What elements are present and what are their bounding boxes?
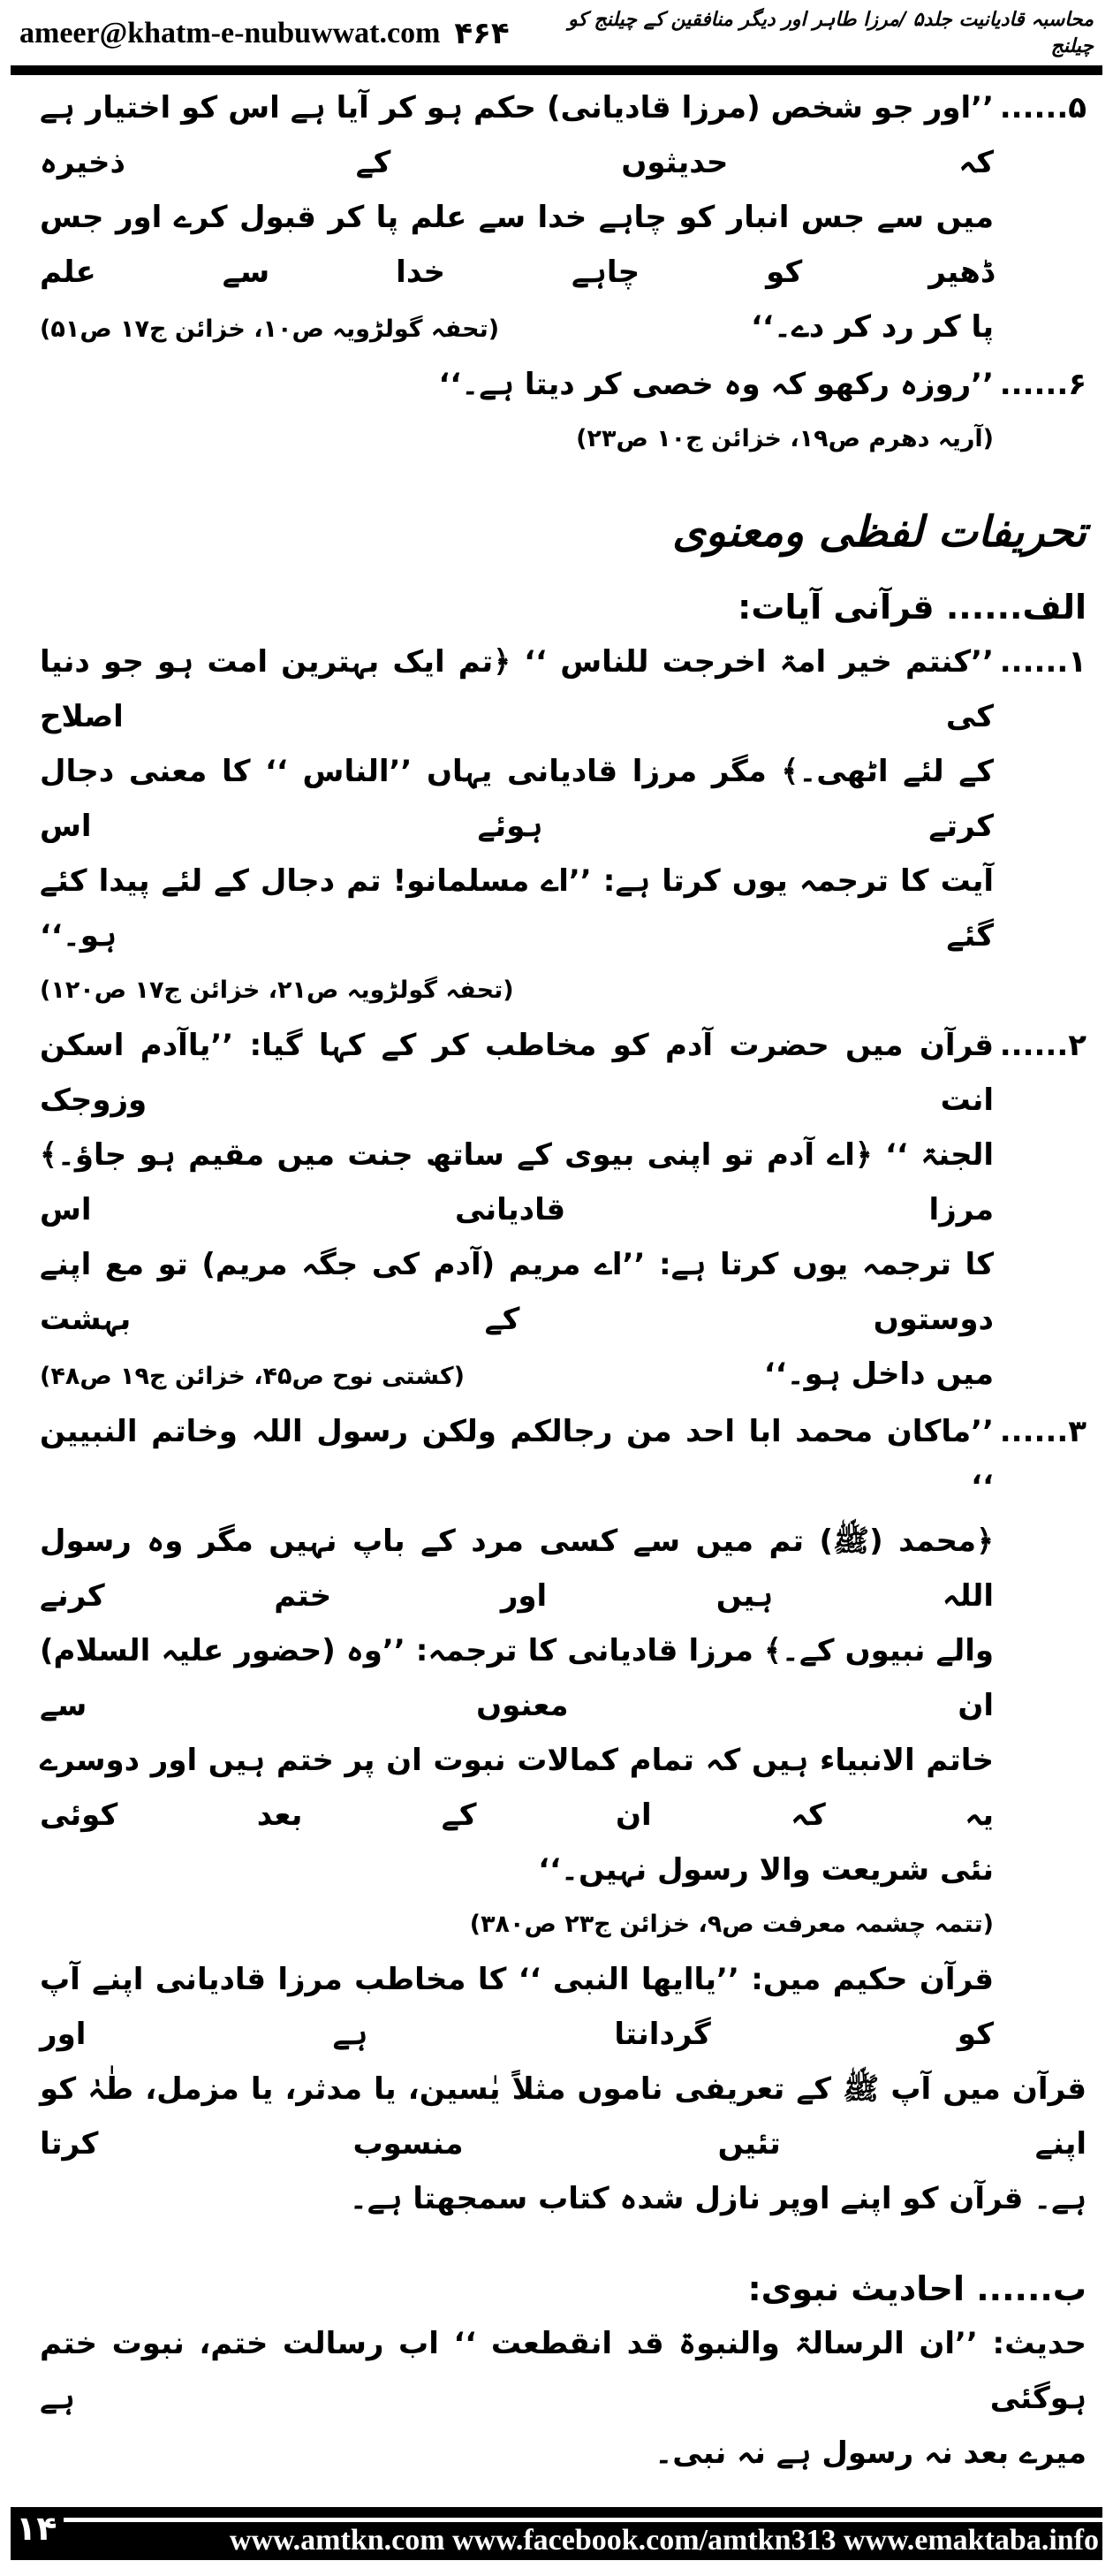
text-line: ’’ماکان محمد ابا احد من رجالکم ولکن رسول اللہ وخاتم النبیین ‘‘ bbox=[40, 1414, 994, 1504]
list-item bbox=[40, 1018, 1086, 1404]
text-line: ’’کنتم خیر امۃ اخرجت للناس ‘‘ ﴿تم ایک بہترین امت ہو جو دنیا کی اصلاح bbox=[40, 644, 994, 734]
subsection-heading: الف...... قرآنی آیات: bbox=[738, 588, 1086, 627]
header-page-number: ۴۶۴ bbox=[454, 16, 510, 51]
text-line: قرآن میں حضرت آدم کو مخاطب کر کے کہا گیا: ’’یاآدم اسکن انت وزوجک bbox=[40, 1028, 994, 1118]
list-item bbox=[40, 357, 1086, 467]
text-line: ہے۔ قرآن کو اپنے اوپر نازل شدہ کتاب سمجھتا ہے۔ bbox=[349, 2181, 1086, 2216]
text-line: کا ترجمہ یوں کرتا ہے: ’’اے مریم (آدم کی جگہ مریم) تو مع اپنے دوستوں کے بہشت bbox=[40, 1247, 994, 1337]
text-line: حدیث: ’’ان الرسالۃ والنبوۃ قد انقطعت ‘‘ اب رسالت ختم، نبوت ختم ہوگئی ہے bbox=[40, 2326, 1086, 2416]
text-line: ﴿محمد (ﷺ) تم میں سے کسی مرد کے باپ نہیں مگر وہ رسول اللہ ہیں اور ختم کرنے bbox=[40, 1524, 994, 1614]
text-line: کے لئے اٹھی۔﴾ مگر مرزا قادیانی یہاں ’’الناس ‘‘ کا معنی دجال کرتے ہوئے اس bbox=[40, 754, 994, 844]
reference: (کشتی نوح ص۴۵، خزائن ج۱۹ ص۴۸) bbox=[40, 1363, 465, 1390]
text-line: نئی شریعت والا رسول نہیں۔‘‘ bbox=[538, 1852, 994, 1888]
item-number: ۳...... bbox=[999, 1414, 1086, 1449]
text-line: قرآن میں آپ ﷺ کے تعریفی ناموں مثلاً یٰسین، یا مدثر، یا مزمل، طٰہٰ کو اپنے تئیں منسوب کرتا bbox=[40, 2071, 1086, 2162]
item-number: ۲...... bbox=[999, 1028, 1086, 1063]
list-item bbox=[40, 1404, 1086, 1952]
footer-urls: www.amtkn.com www.facebook.com/amtkn313 www.emaktaba.info bbox=[229, 2524, 1099, 2557]
text-line: والے نبیوں کے۔﴾ مرزا قادیانی کا ترجمہ: ’’وہ (حضور علیہ السلام) ان معنوں سے bbox=[40, 1633, 994, 1723]
item-number: ۵...... bbox=[999, 90, 1086, 125]
page-header bbox=[11, 7, 1102, 75]
header-divider bbox=[11, 65, 1102, 75]
text-line: الجنۃ ‘‘ ﴿اے آدم تو اپنی بیوی کے ساتھ جنت میں مقیم ہو جاؤ۔﴾ مرزا قادیانی اس bbox=[40, 1137, 994, 1227]
text-line: خاتم الانبیاء ہیں کہ تمام کمالات نبوت ان پر ختم ہیں اور دوسرے یہ کہ ان کے بعد کوئی bbox=[40, 1743, 994, 1833]
text-line: قرآن حکیم میں: ’’یاایھا النبی ‘‘ کا مخاطب مرزا قادیانی اپنے آپ کو گردانتا ہے اور bbox=[40, 1962, 994, 2052]
footer-divider bbox=[64, 2518, 1102, 2522]
reference: (تحفہ گولڑویہ ص۱۰، خزائن ج۱۷ ص۵۱) bbox=[40, 315, 500, 343]
text-line: میرے بعد نہ رسول ہے نہ نبی۔ bbox=[655, 2435, 1086, 2471]
header-email: ameer@khatm-e-nubuwwat.com bbox=[19, 17, 441, 49]
reference: (تحفہ گولڑویہ ص۲۱، خزائن ج۱۷ ص۱۲۰) bbox=[40, 976, 514, 1004]
text-line: میں داخل ہو۔‘‘ bbox=[763, 1356, 994, 1392]
list-item bbox=[40, 635, 1086, 963]
subsection-heading: ب...... احادیث نبوی: bbox=[747, 2269, 1086, 2308]
page-content bbox=[11, 75, 1102, 2481]
paragraph bbox=[40, 1952, 1086, 2226]
item-number: ۱...... bbox=[999, 644, 1086, 680]
paragraph bbox=[40, 2316, 1086, 2481]
item-number: ۶...... bbox=[999, 367, 1086, 402]
text-line: ’’اور جو شخص (مرزا قادیانی) حکم ہو کر آیا ہے اس کو اختیار ہے کہ حدیثوں کے ذخیرہ bbox=[40, 90, 994, 180]
text-line: پا کر رد کر دے۔‘‘ bbox=[751, 309, 994, 345]
footer-page-number: ۱۴ bbox=[16, 2509, 57, 2548]
page-footer bbox=[11, 2507, 1102, 2560]
list-item bbox=[40, 80, 1086, 357]
reference: (آریہ دھرم ص۱۹، خزائن ج۱۰ ص۲۳) bbox=[576, 425, 994, 452]
text-line: میں سے جس انبار کو چاہے خدا سے علم پا کر قبول کرے اور جس ڈھیر کو چاہے خدا سے علم bbox=[40, 200, 994, 290]
section-heading: تحریفات لفظی ومعنوی bbox=[672, 507, 1086, 557]
text-line: آیت کا ترجمہ یوں کرتا ہے: ’’اے مسلمانو! تم دجال کے لئے پیدا کئے گئے ہو۔‘‘ bbox=[40, 863, 994, 954]
text-line: ’’روزہ رکھو کہ وہ خصی کر دیتا ہے۔‘‘ bbox=[438, 367, 994, 402]
reference: (تتمہ چشمہ معرفت ص۹، خزائن ج۲۳ ص۳۸۰) bbox=[469, 1911, 994, 1938]
header-book-title: محاسبہ قادیانیت جلد۵ /مرزا طاہر اور دیگر منافقین کے چیلنج کو چیلنج bbox=[568, 9, 1094, 57]
